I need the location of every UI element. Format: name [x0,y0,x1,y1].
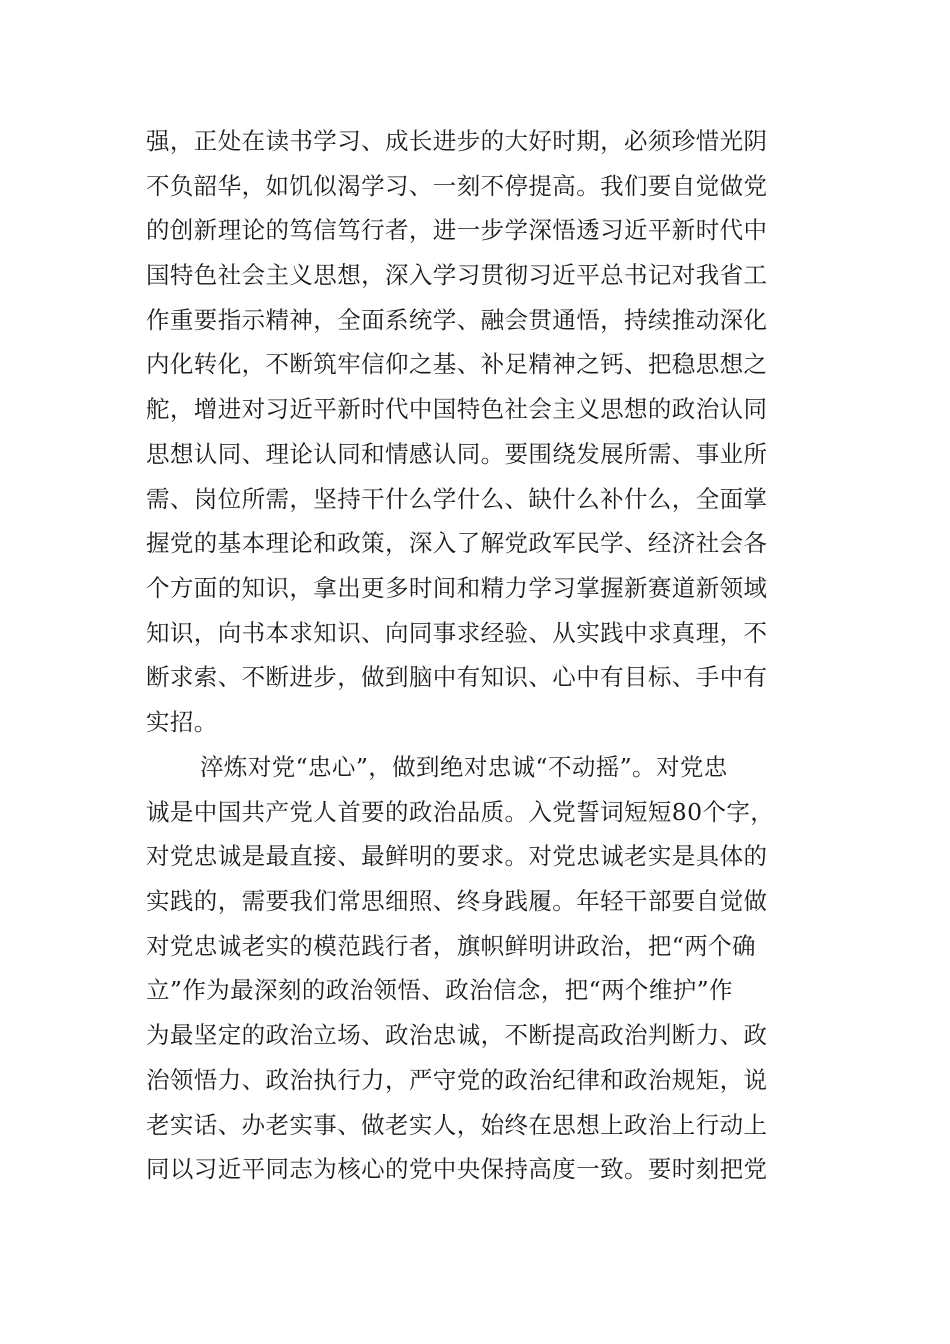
text-line: 同以习近平同志为核心的党中央保持高度一致。要时刻把党 [146,1155,768,1184]
text-line: 知识，向书本求知识、向同事求经验、从实践中求真理，不 [146,618,768,647]
paragraph-continued-study [146,119,816,745]
text-line: 诚是中国共产党人首要的政治品质。入党誓词短短80个字， [146,797,775,826]
paragraph-loyalty [146,745,816,1192]
text-line: 实践的，需要我们常思细照、终身践履。年轻干部要自觉做 [146,887,768,916]
text-line: 对党忠诚老实的模范践行者，旗帜鲜明讲政治，把“两个确 [146,931,756,960]
text-line: 握党的基本理论和政策，深入了解党政军民学、经济社会各 [146,529,768,558]
text-line: 的创新理论的笃信笃行者，进一步学深悟透习近平新时代中 [146,216,768,245]
text-line: 强，正处在读书学习、成长进步的大好时期，必须珍惜光阴 [146,127,768,155]
text-line: 实招。 [146,707,218,736]
text-line: 需、岗位所需，坚持干什么学什么、缺什么补什么，全面掌 [146,484,768,513]
text-line: 立”作为最深刻的政治领悟、政治信念，把“两个维护”作 [146,976,733,1005]
text-line: 内化转化，不断筑牢信仰之基、补足精神之钙、把稳思想之 [146,350,768,379]
text-line: 为最坚定的政治立场、政治忠诚，不断提高政治判断力、政 [146,1021,768,1050]
text-line: 对党忠诚是最直接、最鲜明的要求。对党忠诚老实是具体的 [146,842,768,871]
text-line: 断求索、不断进步，做到脑中有知识、心中有目标、手中有 [146,663,768,692]
text-line: 国特色社会主义思想，深入学习贯彻习近平总书记对我省工 [146,261,768,290]
text-line: 老实话、办老实事、做老实人，始终在思想上政治上行动上 [146,1110,768,1139]
text-line-first-indented: 淬炼对党“忠心”，做到绝对忠诚“不动摇”。对党忠 [200,753,728,781]
text-line: 舵，增进对习近平新时代中国特色社会主义思想的政治认同 [146,395,768,424]
text-line: 不负韶华，如饥似渴学习、一刻不停提高。我们要自觉做党 [146,171,768,200]
text-line: 治领悟力、政治执行力，严守党的政治纪律和政治规矩，说 [146,1065,768,1094]
text-line: 作重要指示精神，全面系统学、融会贯通悟，持续推动深化 [146,305,768,334]
text-line: 个方面的知识，拿出更多时间和精力学习掌握新赛道新领域 [146,573,768,602]
text-line: 思想认同、理论认同和情感认同。要围绕发展所需、事业所 [146,439,768,468]
